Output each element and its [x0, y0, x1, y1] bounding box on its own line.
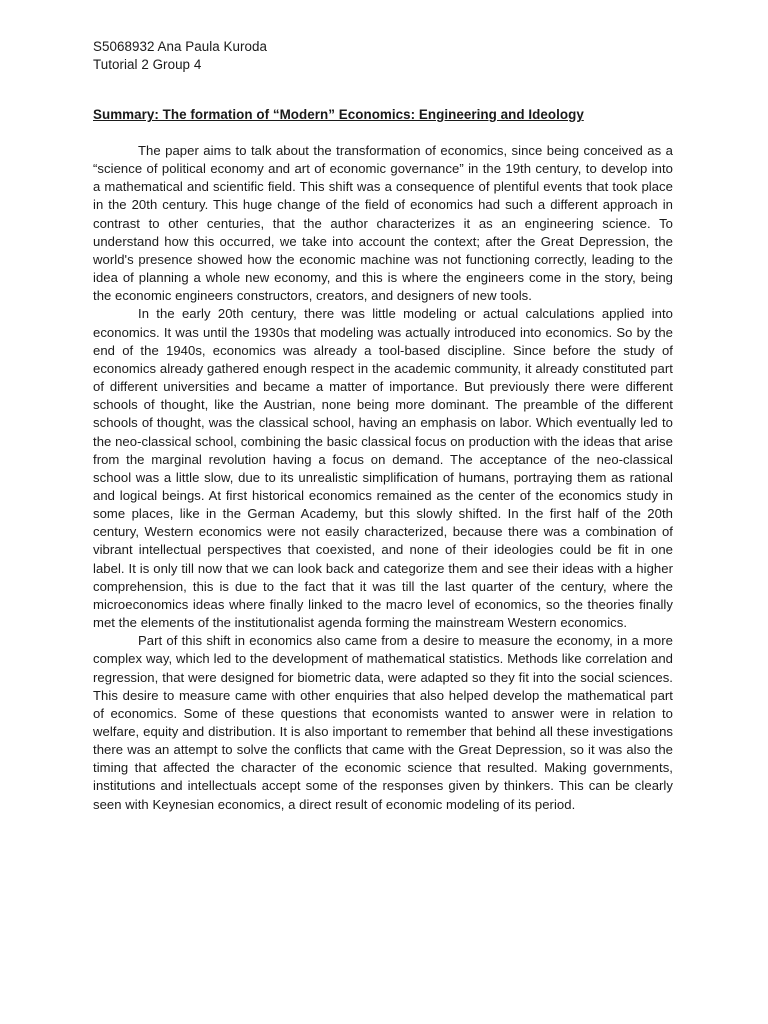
- tutorial-group: Tutorial 2 Group 4: [93, 57, 202, 72]
- paragraph-1: The paper aims to talk about the transformation of economics, since being conceived as a “science of political economy and art of economic governance” in the 19th century, to develop into a mathematical and scientific field. This shift was a consequence of plentiful events that took place in the 20th century. This huge change of the field of economics had such a different approach in contrast to other centuries, that the author characterizes it as an engineering science. To understand how this occurred, we take into account the context; after the Great Depression, the world's presence showed how the economic machine was not functioning correctly, leading to the idea of planning a whole new economy, and this is where the engineers come in the story, being the economic engineers constructors, creators, and designers of new tools.: [93, 143, 673, 304]
- document-page: [93, 38, 673, 814]
- student-id-name: S5068932 Ana Paula Kuroda: [93, 39, 267, 54]
- document-title: Summary: The formation of “Modern” Economics: Engineering and Ideology: [93, 107, 584, 122]
- paragraph-2: In the early 20th century, there was little modeling or actual calculations applied into economics. It was until the 1930s that modeling was actually introduced into economics. So by the end of the 1940s, economics was already a tool-based discipline. Since before the study of economics already gathered enough respect in the academic community, it already constituted part of different universities and became a matter of importance. But previously there were different schools of thought, like the Austrian, none being more dominant. The preamble of the different schools of thought, was the classical school, having an emphasis on labor. Which eventually led to the neo-classical school, combining the basic classical focus on production with the ideas that arise from the marginal revolution having a focus on demand. The acceptance of the neo-classical school was a little slow, due to its unrealistic simplification of humans, portraying them as rational and logical beings. At first historical economics remained as the center of the economics study in some places, like in the German Academy, but this slowly shifted. In the first half of the 20th century, Western economics were not easily characterized, because there was a combination of vibrant intellectual perspectives that coexisted, and none of their ideologies could be fit in one label. It is only till now that we can look back and categorize them and see their ideas with a higher comprehension, this is due to the fact that it was till the last quarter of the century, where the microeconomics ideas where finally linked to the macro level of economics, so the theories finally met the elements of the institutionalist agenda forming the mainstream Western economics.: [93, 306, 673, 631]
- paragraph-3: Part of this shift in economics also came from a desire to measure the economy, in a more complex way, which led to the development of mathematical statistics. Methods like correlation and regression, that were designed for biometric data, were adapted so they fit into the social sciences. This desire to measure came with other enquiries that also helped develop the mathematical part of economics. Some of these questions that economists wanted to answer were in relation to welfare, equity and distribution. It is also important to remember that behind all these investigations there was an attempt to solve the conflicts that came with the Great Depression, so it was also the timing that affected the character of the economic science that resulted. Making governments, institutions and intellectuals accept some of the responses given by thinkers. This can be clearly seen with Keynesian economics, a direct result of economic modeling of its period.: [93, 633, 673, 812]
